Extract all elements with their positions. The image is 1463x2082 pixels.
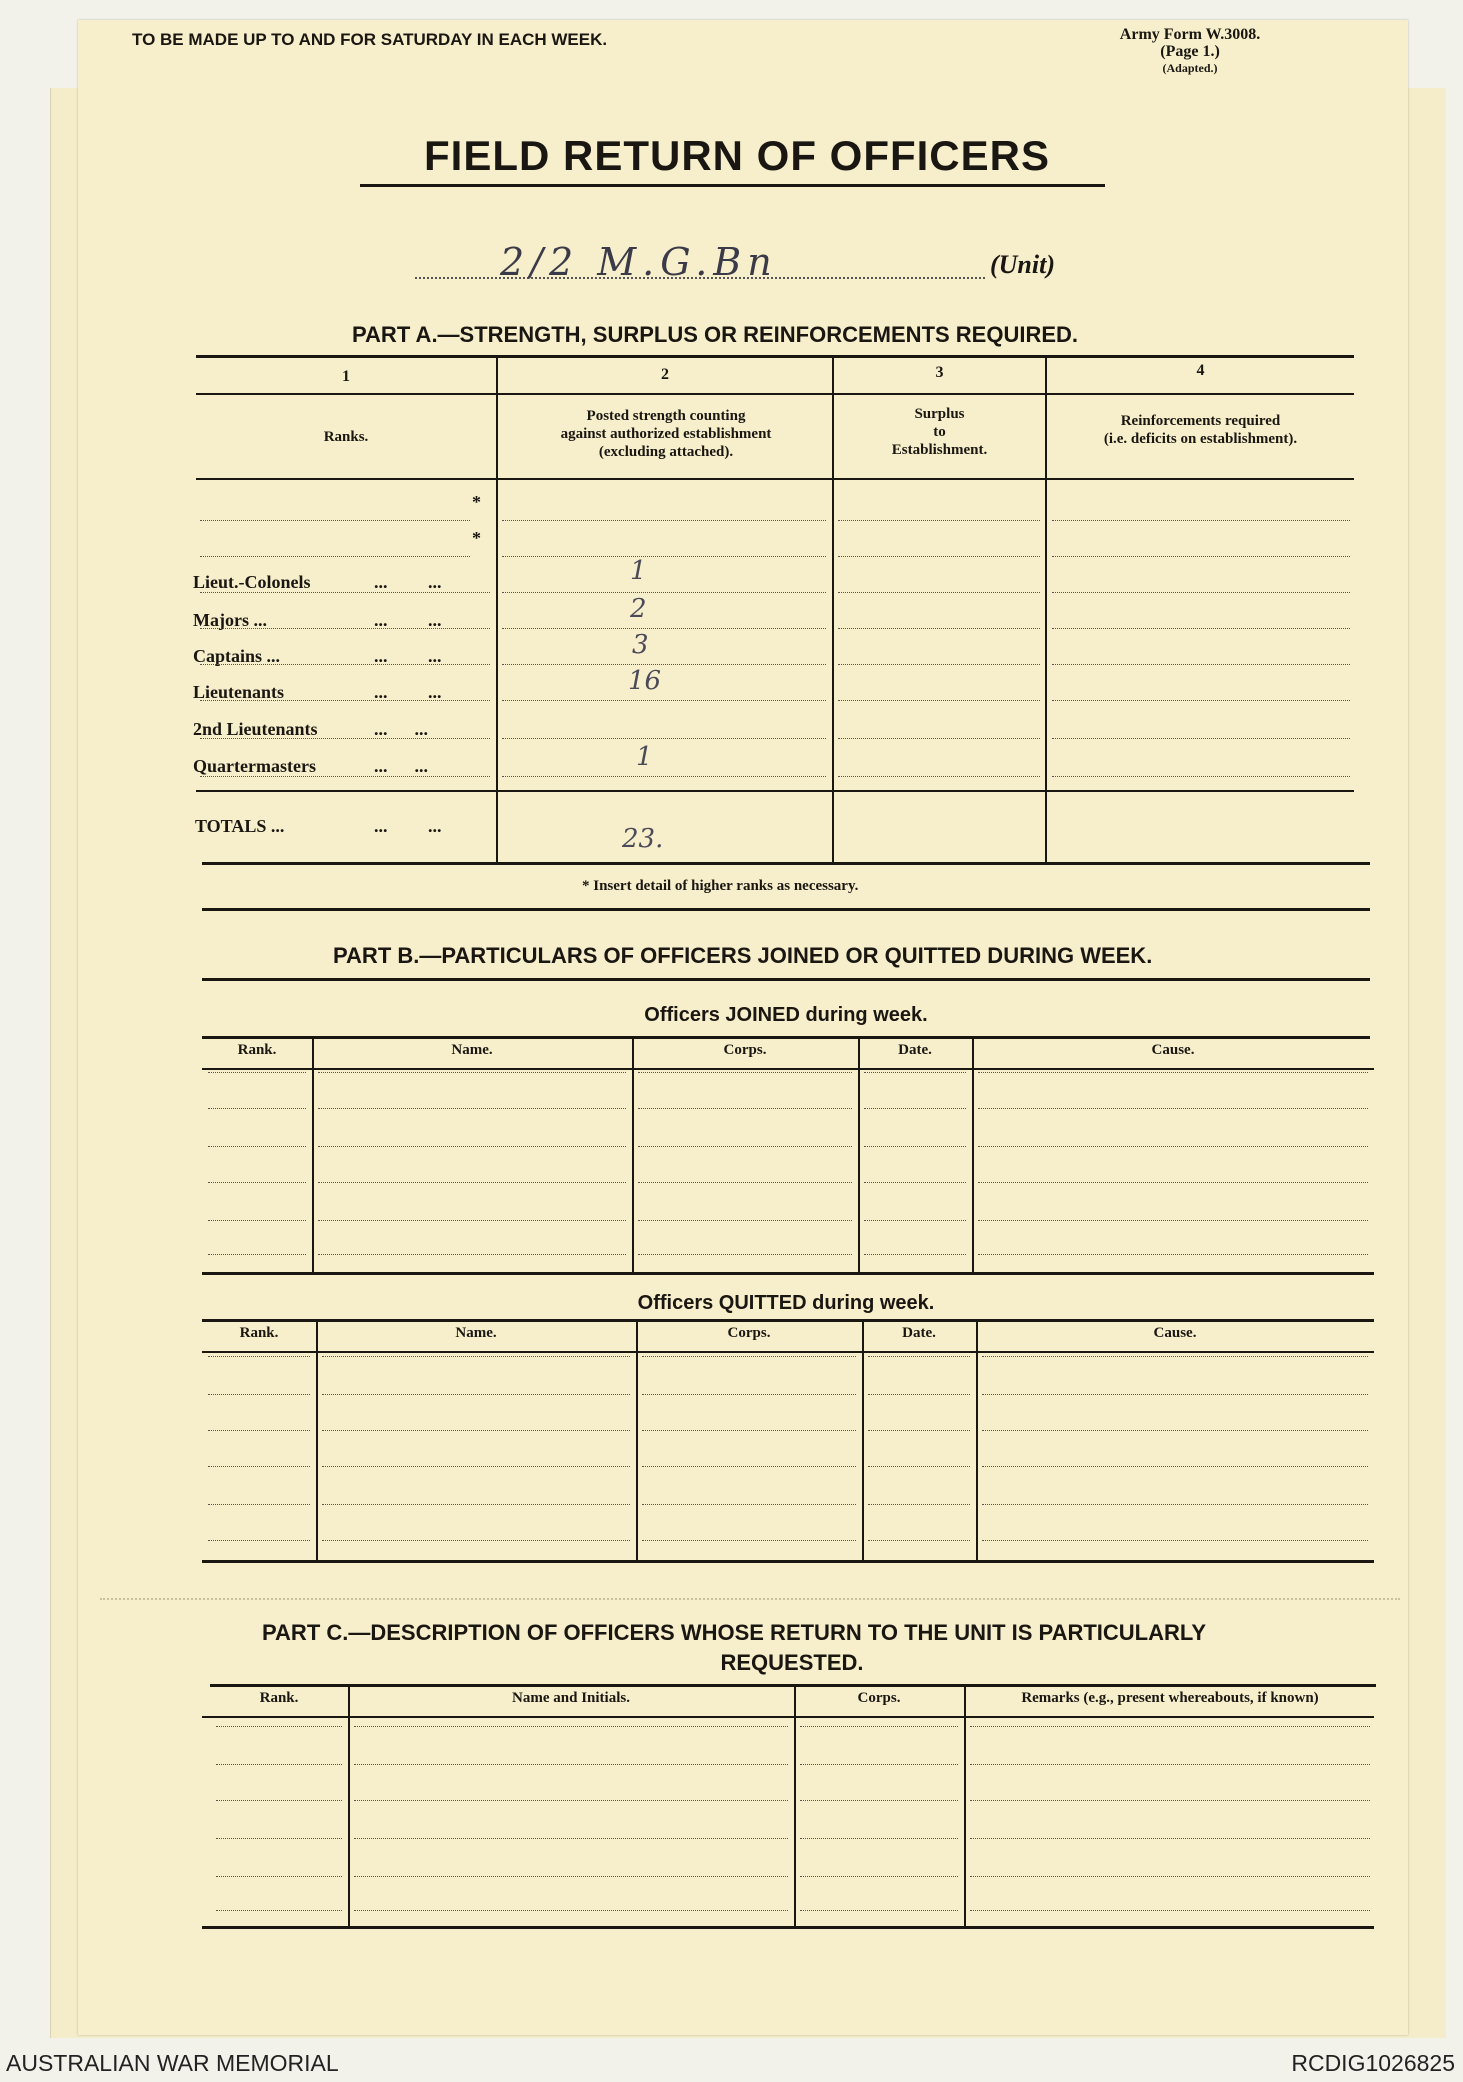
rank-dots: ... ... [374, 646, 442, 666]
quitted-column-divider [636, 1319, 638, 1560]
joined-column-divider [972, 1036, 974, 1272]
col-number-1: 1 [342, 368, 350, 385]
row-dotted-line [838, 628, 1040, 629]
blank-rank-line-1 [200, 520, 470, 521]
rank-dots: ... ... [374, 816, 442, 836]
joined-row-line [638, 1220, 852, 1221]
row-dotted-line [1052, 738, 1350, 739]
joined-row-line [208, 1072, 306, 1073]
part-c-bottom-rule [202, 1926, 1374, 1929]
posted-captains: 3 [632, 630, 649, 660]
page-number: (Page 1.) [1160, 43, 1220, 60]
quitted-row-line [208, 1466, 310, 1467]
posted-lieutenants: 16 [628, 666, 662, 696]
row-dotted-line [1052, 628, 1350, 629]
quitted-row-line [322, 1394, 630, 1395]
joined-header-rule [202, 1068, 1374, 1070]
joined-row-line [638, 1072, 852, 1073]
quitted-column-header: Cause. [1153, 1325, 1197, 1341]
part-a-colnum-rule [196, 393, 1354, 395]
title-underline [360, 184, 1105, 187]
part-c-row-line [354, 1876, 788, 1877]
rank-dots: ... ... [374, 610, 442, 630]
quitted-row-line [642, 1540, 856, 1541]
joined-column-divider [312, 1036, 314, 1272]
part-c-row-line [970, 1910, 1370, 1911]
part-a-top-rule [196, 355, 1354, 358]
row-dotted-line [1052, 556, 1350, 557]
joined-title: Officers JOINED during week. [644, 1004, 928, 1026]
joined-row-line [864, 1254, 966, 1255]
row-dotted-line [200, 628, 490, 629]
footer-institution: AUSTRALIAN WAR MEMORIAL [6, 2050, 339, 2076]
part-c-row-line [970, 1876, 1370, 1877]
part-c-header-rule [202, 1716, 1374, 1718]
posted-quartermasters: 1 [636, 742, 653, 772]
joined-row-line [864, 1182, 966, 1183]
joined-row-line [638, 1146, 852, 1147]
quitted-row-line [322, 1466, 630, 1467]
row-dotted-line [502, 738, 826, 739]
joined-row-line [864, 1072, 966, 1073]
row-dotted-line [502, 556, 826, 557]
star-marker-1: * [472, 492, 481, 512]
quitted-row-line [322, 1504, 630, 1505]
rank-lieut-colonels: Lieut.-Colonels [193, 572, 311, 592]
row-dotted-line [1052, 592, 1350, 593]
joined-row-line [208, 1182, 306, 1183]
quitted-row-line [982, 1540, 1368, 1541]
joined-row-line [864, 1108, 966, 1109]
rank-captains: Captains ... [193, 646, 281, 666]
quitted-row-line [868, 1466, 970, 1467]
part-c-row-line [354, 1764, 788, 1765]
row-dotted-line [1052, 776, 1350, 777]
joined-row-line [638, 1254, 852, 1255]
part-c-row-line [800, 1838, 958, 1839]
quitted-column-header: Name. [455, 1325, 497, 1341]
part-c-row-line [216, 1764, 342, 1765]
part-c-row-line [800, 1910, 958, 1911]
row-dotted-line [838, 592, 1040, 593]
joined-column-divider [858, 1036, 860, 1272]
row-dotted-line [200, 700, 490, 701]
joined-row-line [318, 1108, 626, 1109]
unit-label: (Unit) [990, 250, 1055, 279]
quitted-top-rule [202, 1319, 1374, 1322]
quitted-row-line [322, 1356, 630, 1357]
row-dotted-line [502, 628, 826, 629]
posted-lieut-colonels: 1 [630, 556, 647, 586]
quitted-row-line [208, 1504, 310, 1505]
rank-quartermasters: Quartermasters [193, 756, 316, 776]
part-c-row-line [800, 1764, 958, 1765]
joined-row-line [318, 1072, 626, 1073]
rank-lieutenants: Lieutenants [193, 682, 285, 702]
part-c-column-divider [348, 1684, 350, 1926]
quitted-column-header: Date. [902, 1325, 936, 1341]
part-b-top-rule [202, 908, 1370, 911]
joined-column-header: Date. [898, 1042, 932, 1058]
part-c-row-line [970, 1726, 1370, 1727]
part-c-column-divider [794, 1684, 796, 1926]
col-reinforcements-header: Reinforcements required (i.e. deficits on establishment). [1103, 413, 1298, 447]
quitted-column-divider [976, 1319, 978, 1560]
row-dotted-line [838, 520, 1040, 521]
row-dotted-line [1052, 664, 1350, 665]
posted-majors: 2 [630, 594, 647, 624]
joined-column-header: Cause. [1151, 1042, 1195, 1058]
page-title: FIELD RETURN OF OFFICERS [424, 132, 1050, 179]
part-b-heading: PART B.—PARTICULARS OF OFFICERS JOINED OR QUITTED DURING WEEK. [333, 943, 1153, 968]
joined-column-header: Name. [451, 1042, 493, 1058]
quitted-row-line [322, 1540, 630, 1541]
part-c-row-line [216, 1876, 342, 1877]
army-form-number: Army Form W.3008. [1119, 26, 1261, 43]
row-dotted-line [200, 738, 490, 739]
joined-row-line [208, 1146, 306, 1147]
joined-row-line [978, 1146, 1368, 1147]
row-dotted-line [1052, 700, 1350, 701]
row-dotted-line [200, 776, 490, 777]
joined-row-line [978, 1182, 1368, 1183]
quitted-column-header: Corps. [727, 1325, 771, 1341]
row-dotted-line [838, 556, 1040, 557]
quitted-row-line [868, 1540, 970, 1541]
quitted-row-line [642, 1504, 856, 1505]
joined-column-divider [632, 1036, 634, 1272]
row-dotted-line [502, 520, 826, 521]
part-c-heading-1: PART C.—DESCRIPTION OF OFFICERS WHOSE RETURN TO THE UNIT IS PARTICULARLY [262, 1620, 1206, 1645]
part-c-top-rule [210, 1684, 1376, 1687]
row-dotted-line [838, 776, 1040, 777]
quitted-row-line [642, 1466, 856, 1467]
joined-row-line [208, 1220, 306, 1221]
army-form-id [1090, 26, 1290, 77]
quitted-row-line [322, 1430, 630, 1431]
quitted-row-line [868, 1430, 970, 1431]
part-c-row-line [216, 1726, 342, 1727]
unit-value: 2/2 M.G.Bn [500, 240, 778, 284]
rank-dots: ... ... [374, 682, 442, 702]
rank-2nd-lieutenants: 2nd Lieutenants [193, 719, 318, 739]
part-c-row-line [354, 1838, 788, 1839]
quitted-column-header: Rank. [239, 1325, 279, 1341]
higher-ranks-note: * Insert detail of higher ranks as necessary. [582, 878, 859, 894]
quitted-row-line [868, 1394, 970, 1395]
joined-bottom-rule [202, 1272, 1374, 1275]
part-c-row-line [216, 1910, 342, 1911]
joined-row-line [978, 1072, 1368, 1073]
quitted-row-line [982, 1504, 1368, 1505]
col-number-4: 4 [1196, 362, 1205, 379]
quitted-row-line [982, 1430, 1368, 1431]
row-dotted-line [838, 700, 1040, 701]
part-c-column-header: Corps. [857, 1690, 901, 1706]
part-c-row-line [970, 1764, 1370, 1765]
part-c-row-line [354, 1910, 788, 1911]
quitted-row-line [642, 1394, 856, 1395]
footer-record-id: RCDIG1026825 [1291, 2050, 1455, 2076]
part-c-row-line [216, 1800, 342, 1801]
joined-row-line [638, 1182, 852, 1183]
row-dotted-line [200, 592, 490, 593]
rank-majors: Majors ... [193, 610, 267, 630]
part-c-column-header: Rank. [259, 1690, 299, 1706]
rank-dots: ... ... [374, 719, 428, 739]
totals-label: TOTALS ... [195, 816, 285, 836]
perforation-line [100, 1598, 1400, 1600]
part-c-row-line [800, 1800, 958, 1801]
joined-column-header: Corps. [723, 1042, 767, 1058]
joined-row-line [978, 1220, 1368, 1221]
part-c-row-line [800, 1726, 958, 1727]
row-dotted-line [838, 738, 1040, 739]
part-c-row-line [354, 1726, 788, 1727]
quitted-row-line [868, 1356, 970, 1357]
header-instruction: TO BE MADE UP TO AND FOR SATURDAY IN EACH WEEK. [132, 30, 608, 49]
adapted-note: (Adapted.) [1162, 61, 1218, 75]
col-number-3: 3 [935, 364, 944, 381]
quitted-title: Officers QUITTED during week. [637, 1292, 935, 1314]
quitted-row-line [208, 1356, 310, 1357]
part-c-row-line [800, 1876, 958, 1877]
row-dotted-line [502, 664, 826, 665]
part-a-header-rule [196, 478, 1354, 480]
quitted-row-line [642, 1430, 856, 1431]
rank-dots: ... ... [374, 572, 442, 592]
col-number-2: 2 [661, 366, 669, 383]
joined-row-line [318, 1182, 626, 1183]
quitted-row-line [208, 1430, 310, 1431]
joined-row-line [208, 1108, 306, 1109]
quitted-column-divider [316, 1319, 318, 1560]
joined-row-line [318, 1254, 626, 1255]
joined-row-line [978, 1108, 1368, 1109]
quitted-row-line [982, 1466, 1368, 1467]
quitted-row-line [208, 1540, 310, 1541]
part-a-bottom-rule [202, 862, 1370, 865]
quitted-bottom-rule [202, 1560, 1374, 1563]
row-dotted-line [502, 700, 826, 701]
quitted-header-rule [202, 1351, 1374, 1353]
joined-row-line [208, 1254, 306, 1255]
joined-top-rule [202, 1036, 1370, 1039]
rank-dots: ... ... [374, 756, 428, 776]
part-c-row-line [970, 1800, 1370, 1801]
joined-row-line [864, 1146, 966, 1147]
row-dotted-line [502, 592, 826, 593]
joined-row-line [638, 1108, 852, 1109]
joined-row-line [978, 1254, 1368, 1255]
quitted-column-divider [862, 1319, 864, 1560]
quitted-row-line [868, 1504, 970, 1505]
joined-row-line [318, 1146, 626, 1147]
star-marker-2: * [472, 528, 481, 548]
part-c-row-line [216, 1838, 342, 1839]
part-c-row-line [970, 1838, 1370, 1839]
part-a-totals-rule [196, 790, 1354, 792]
col-surplus-header: Surplus to Establishment. [891, 406, 988, 458]
row-dotted-line [502, 776, 826, 777]
col-ranks-header: Ranks. [323, 429, 369, 445]
blank-rank-line-2 [200, 556, 470, 557]
part-c-column-header: Name and Initials. [512, 1690, 630, 1706]
quitted-row-line [208, 1394, 310, 1395]
row-dotted-line [200, 664, 490, 665]
quitted-row-line [982, 1356, 1368, 1357]
row-dotted-line [1052, 520, 1350, 521]
row-dotted-line [838, 664, 1040, 665]
part-a-divider-1 [496, 357, 498, 863]
part-c-column-divider [964, 1684, 966, 1926]
quitted-row-line [642, 1356, 856, 1357]
part-c-row-line [354, 1800, 788, 1801]
posted-totals: 23. [622, 824, 664, 854]
joined-column-header: Rank. [237, 1042, 277, 1058]
col-posted-header: Posted strength counting against authorized establishment (excluding attached). [560, 408, 772, 460]
part-c-heading-2: REQUESTED. [720, 1650, 864, 1675]
part-c-column-header: Remarks (e.g., present whereabouts, if known) [1021, 1690, 1319, 1706]
joined-row-line [318, 1220, 626, 1221]
joined-row-line [864, 1220, 966, 1221]
part-b-heading-rule [202, 978, 1370, 981]
quitted-row-line [982, 1394, 1368, 1395]
part-a-heading: PART A.—STRENGTH, SURPLUS OR REINFORCEMENTS REQUIRED. [352, 322, 1079, 347]
